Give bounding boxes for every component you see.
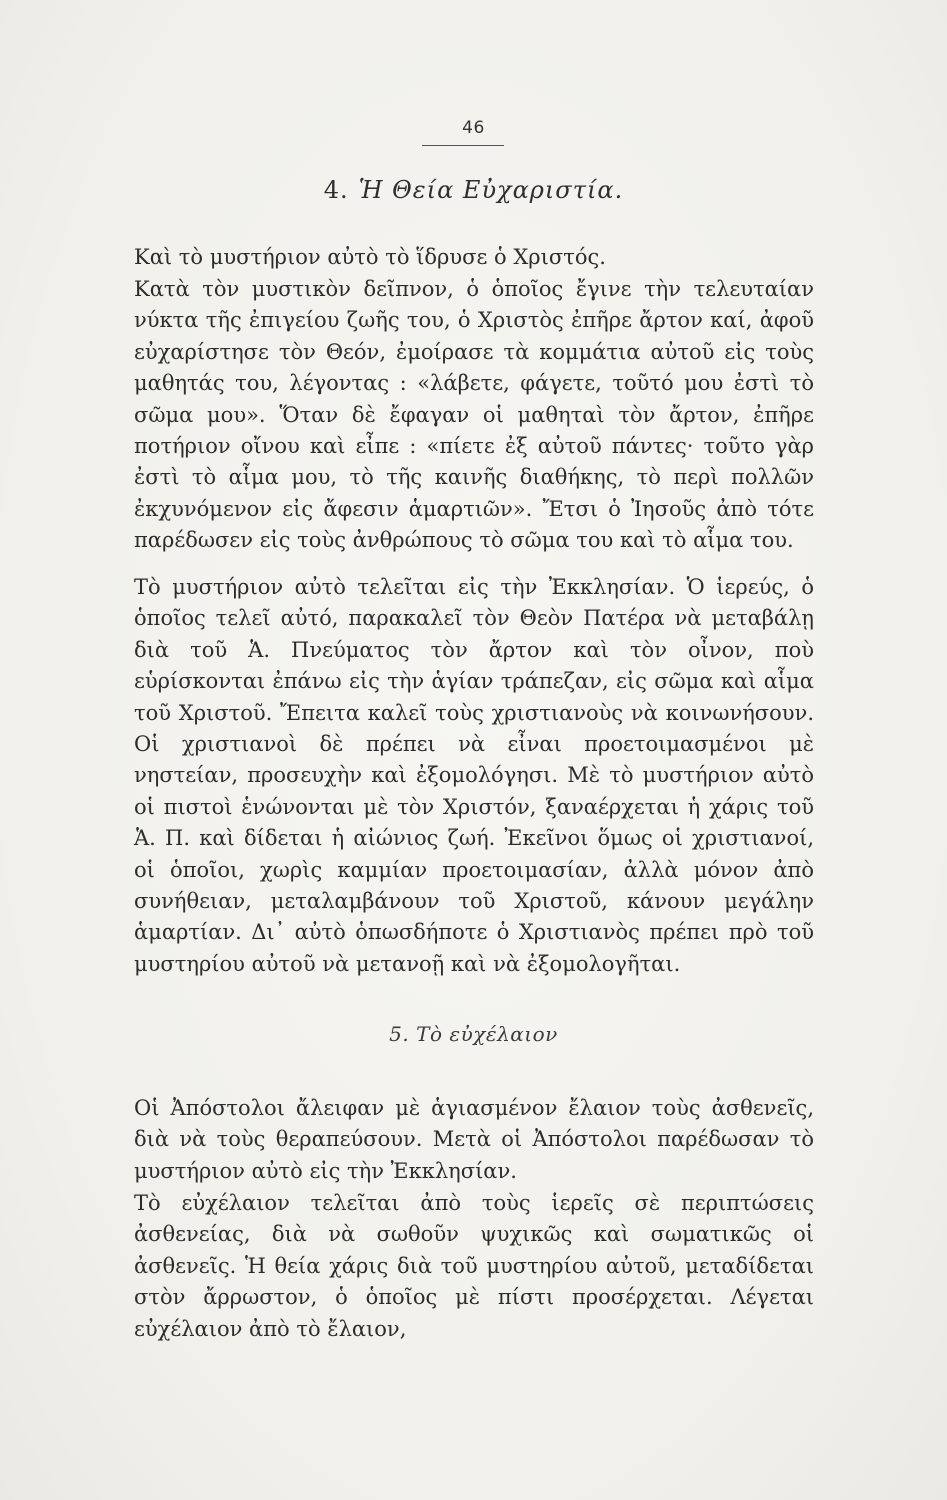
section-4-paragraph-2: Κατὰ τὸν μυστικὸν δεῖπνον, ὁ ὁποῖος ἔγινε τὴν τελευταίαν νύκτα τῆς ἐπιγείου ζωῆς του, ὁ Χριστὸς ἐπῆρε ἄρτον καί, ἀφοῦ εὐχαρίστησε τὸν Θεόν, ἐμοίρασε τὰ κομμάτια αὐτοῦ εἰς τοὺς μαθητάς του, λέγοντας : «λάβετε, φάγετε, τοῦτό μου ἐστὶ τὸ σῶμα μου». Ὅταν δὲ ἔφαγαν οἱ μαθηταὶ τὸν ἄρτον, ἐπῆρε ποτήριον οἴνου καὶ εἶπε : «πίετε ἐξ αὐτοῦ πάντες· τοῦτο γὰρ ἐστὶ τὸ αἷμα μου, τὸ τῆς καινῆς διαθήκης, τὸ περὶ πολλῶν ἐκχυνόμενον εἰς ἄφεσιν ἁμαρτιῶν». Ἔτσι ὁ Ἰησοῦς ἀπὸ τότε παρέδωσεν εἰς τοὺς ἀνθρώπους τὸ σῶμα του καὶ τὸ αἷμα του. <box>134 277 814 553</box>
page-number-rule <box>422 145 504 146</box>
page-number: 46 <box>462 118 485 138</box>
section-4-number: 4. <box>323 176 349 204</box>
section-5-heading: 5. Τὸ εὐχέλαιον <box>389 1022 558 1046</box>
section-4-paragraph-3: Τὸ μυστήριον αὐτὸ τελεῖται εἰς τὴν Ἐκκλησίαν. Ὁ ἱερεύς, ὁ ὁποῖος τελεῖ αὐτό, παρακαλεῖ τὸν Θεὸν Πατέρα νὰ μεταβάλῃ διὰ τοῦ Ἁ. Πνεύματος τὸν ἄρτον καὶ τὸν οἶνον, ποὺ εὑρίσκονται ἐπάνω εἰς τὴν ἁγίαν τράπεζαν, εἰς σῶμα καὶ αἷμα τοῦ Χριστοῦ. Ἔπειτα καλεῖ τοὺς χριστιανοὺς νὰ κοινωνήσουν. Οἱ χριστιανοὶ δὲ πρέπει νὰ εἶναι προετοιμασμένοι μὲ νηστείαν, προσευχὴν καὶ ἐξομολόγησι. Μὲ τὸ μυστήριον αὐτὸ οἱ πιστοὶ ἑνώνονται μὲ τὸν Χριστόν, ξαναέρχεται ἡ χάρις τοῦ Ἁ. Π. καὶ δίδεται ἡ αἰώνιος ζωή. Ἐκεῖνοι ὅμως οἱ χριστιανοί, οἱ ὁποῖοι, χωρὶς καμμίαν προετοιμασίαν, ἀλλὰ μόνον ἀπὸ συνήθειαν, μεταλαμβάνουν τοῦ Χριστοῦ, κάνουν μεγάλην ἁμαρτίαν. Δι᾽ αὐτὸ ὁπωσδήποτε ὁ Χριστιανὸς πρέπει πρὸ τοῦ μυστηρίου αὐτοῦ νὰ μετανοῇ καὶ νὰ ἐξομολογῆται. <box>134 575 814 976</box>
section-4-heading <box>0 176 947 204</box>
section-4-paragraph-1: Καὶ τὸ μυστήριον αὐτὸ τὸ ἵδρυσε ὁ Χριστός. <box>134 245 606 269</box>
section-5-paragraph-1: Οἱ Ἀπόστολοι ἄλειφαν μὲ ἁγιασμένον ἔλαιον τοὺς ἀσθενεῖς, διὰ νὰ τοὺς θεραπεύσουν. Μετὰ οἱ Ἀπόστολοι παρέδωσαν τὸ μυστήριον αὐτὸ εἰς τὴν Ἐκκλησίαν. <box>134 1096 814 1183</box>
section-4-title: Ἡ Θεία Εὐχαριστία. <box>358 176 624 204</box>
section-5-paragraph-2: Τὸ εὐχέλαιον τελεῖται ἀπὸ τοὺς ἱερεῖς σὲ περιπτώσεις ἀσθενείας, διὰ νὰ σωθοῦν ψυχικῶς καὶ σωματικῶς οἱ ἀσθενεῖς. Ἡ θεία χάρις διὰ τοῦ μυστηρίου αὐτοῦ, μεταδίδεται στὸν ἄρρωστον, ὁ ὁποῖος μὲ πίστι προσέρχεται. Λέγεται εὐχέλαιον ἀπὸ τὸ ἔλαιον, <box>134 1191 814 1341</box>
